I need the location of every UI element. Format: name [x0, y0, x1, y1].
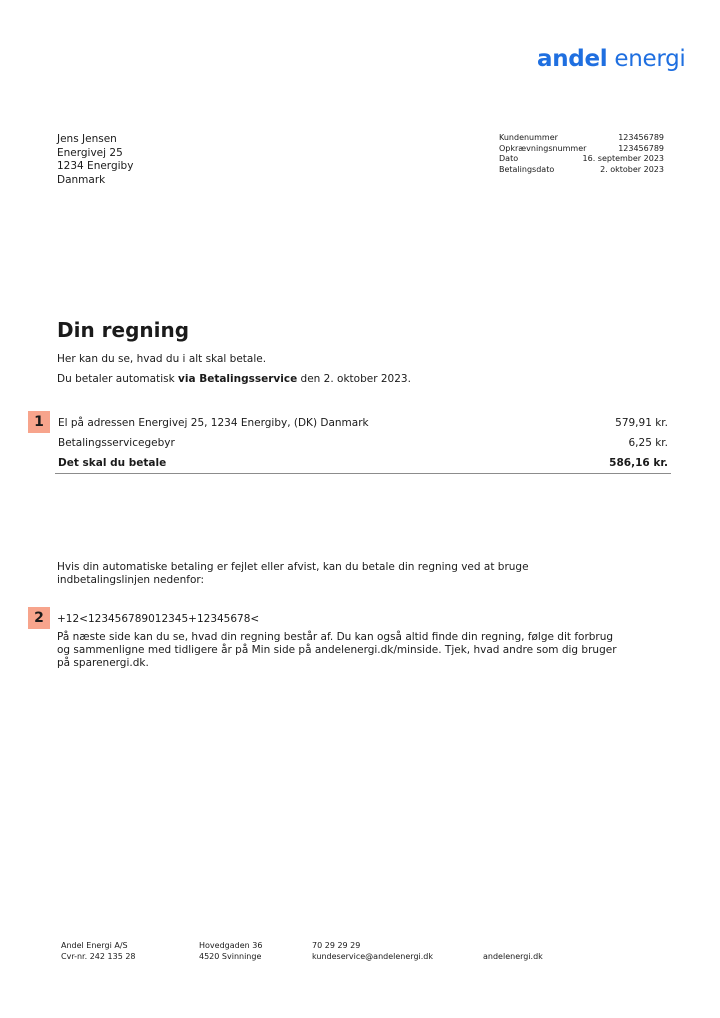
- andel-energi-logo: [537, 46, 685, 72]
- payment-line: +12<123456789012345+12345678<: [57, 613, 260, 625]
- marker-badge-1: 1: [28, 411, 50, 433]
- recipient-city: 1234 Energiby: [57, 160, 134, 172]
- meta-row: [499, 154, 664, 165]
- meta-value: 123456789: [618, 143, 664, 153]
- recipient-name: Jens Jensen: [57, 133, 117, 145]
- meta-row: [499, 144, 664, 155]
- autopay-prefix: Du betaler automatisk: [57, 373, 179, 385]
- line-label: El på adressen Energivej 25, 1234 Energiby, (DK) Danmark: [58, 417, 369, 429]
- footer-company-name: Andel Energi A/S: [61, 941, 128, 950]
- total-row: [55, 453, 671, 474]
- footer-street: Hovedgaden 36: [199, 941, 263, 950]
- line-label: Betalingsservicegebyr: [58, 437, 175, 449]
- page-title: Din regning: [57, 318, 190, 342]
- invoice-meta: [499, 133, 664, 175]
- logo-part-andel: andel: [537, 46, 608, 72]
- autopay-text: [57, 373, 411, 385]
- footer-web: andelenergi.dk: [483, 952, 543, 961]
- marker-badge-2: 2: [28, 607, 50, 629]
- meta-label: Dato: [499, 154, 519, 163]
- meta-label: Opkrævningsnummer: [499, 143, 587, 153]
- autopay-bold: via Betalingsservice: [178, 373, 298, 385]
- failed-payment-text: Hvis din automatiske betaling er fejlet eller afvist, kan du betale din regning ved at bruge indbetalingslinjen nedenfor:: [57, 561, 529, 586]
- logo-part-energi: energi: [607, 46, 686, 72]
- line-amount: 579,91 kr.: [615, 417, 668, 429]
- total-amount: 586,16 kr.: [609, 457, 668, 469]
- footer-city: 4520 Svinninge: [199, 952, 262, 961]
- meta-value: 16. september 2023: [582, 154, 664, 163]
- recipient-country: Danmark: [57, 173, 106, 186]
- footer-email: kundeservice@andelenergi.dk: [312, 952, 433, 961]
- recipient-address: [57, 133, 133, 187]
- meta-label: Betalingsdato: [499, 164, 555, 174]
- footer-cvr: Cvr-nr. 242 135 28: [61, 952, 136, 961]
- footer-contact: [312, 940, 433, 962]
- meta-value: 2. oktober 2023: [600, 164, 664, 174]
- recipient-street: Energivej 25: [57, 146, 123, 159]
- autopay-suffix: den 2. oktober 2023.: [297, 373, 411, 385]
- charges-table: [55, 413, 671, 474]
- table-row: [55, 433, 671, 453]
- line-amount: 6,25 kr.: [628, 437, 668, 449]
- meta-row: [499, 133, 664, 144]
- meta-row: [499, 165, 664, 176]
- footer-address: [199, 940, 262, 962]
- total-label: Det skal du betale: [58, 457, 167, 469]
- intro-text: Her kan du se, hvad du i alt skal betale.: [57, 353, 267, 365]
- table-row: [55, 413, 671, 433]
- meta-value: 123456789: [618, 133, 664, 142]
- footer-phone: 70 29 29 29: [312, 941, 361, 950]
- more-info-text: På næste side kan du se, hvad din regning består af. Du kan også altid finde din regning, følge dit forbrug og sammenligne med tidligere år på Min side på andelenergi.dk/minside. Tjek, hvad andre som dig bruger på sparenergi.dk.: [57, 631, 617, 669]
- meta-label: Kundenummer: [499, 133, 558, 142]
- footer-company: [61, 940, 136, 962]
